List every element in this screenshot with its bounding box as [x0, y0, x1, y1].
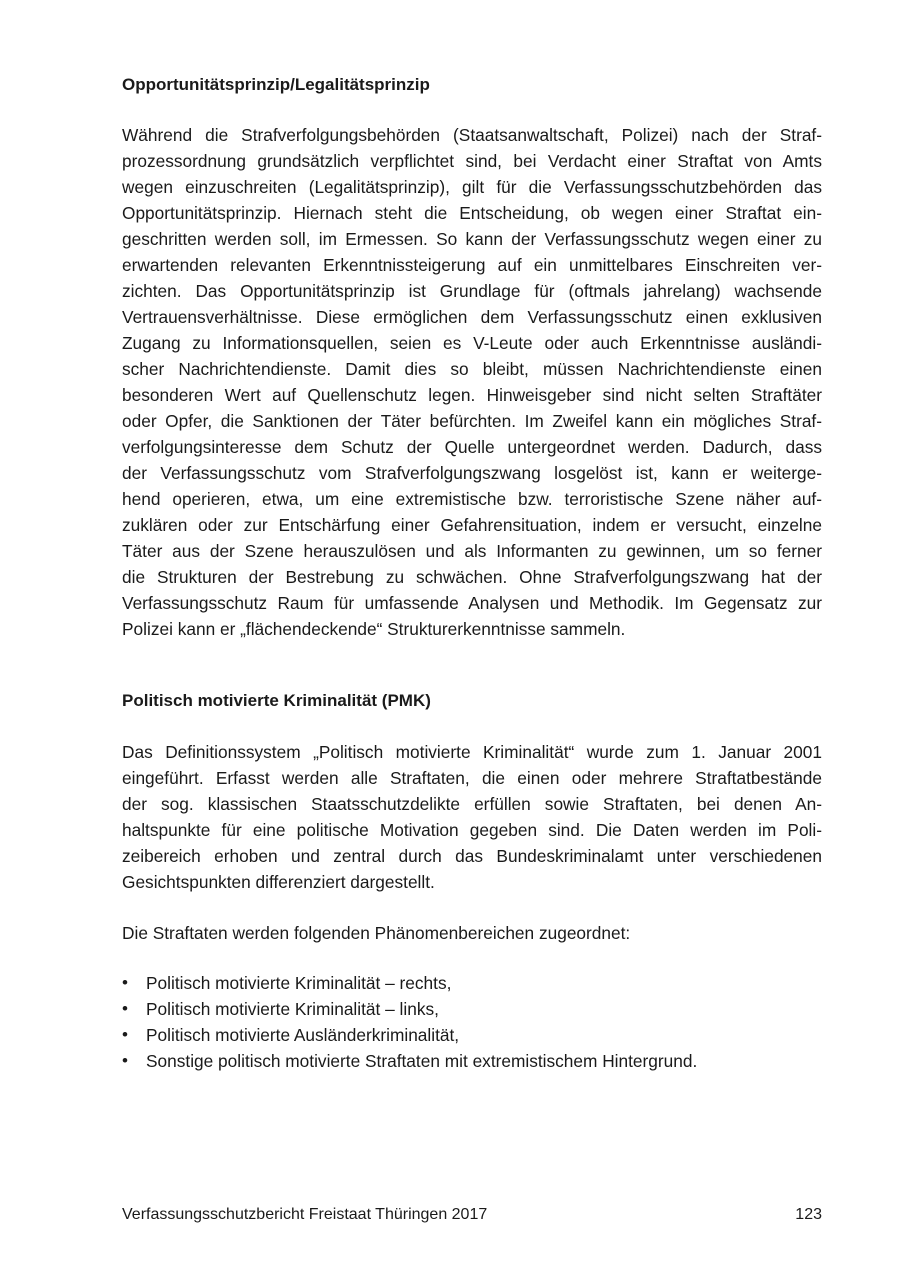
- paragraph-line: Täter aus der Szene herauszulösen und als Informanten zu gewinnen, um so ferner: [122, 541, 822, 561]
- list-item-text: Politisch motivierte Ausländerkriminalität,: [146, 1025, 460, 1045]
- bullet-icon: •: [122, 999, 128, 1018]
- paragraph-line: Zugang zu Informationsquellen, seien es V-Leute oder auch Erkenntnisse ausländi-: [122, 333, 822, 353]
- bullet-icon: •: [122, 1025, 128, 1044]
- paragraph-line: Gesichtspunkten differenziert dargestellt.: [122, 872, 435, 892]
- list-item-text: Politisch motivierte Kriminalität – links,: [146, 999, 439, 1019]
- page-footer: [122, 1203, 822, 1227]
- section2-paragraph: [122, 739, 822, 895]
- list-item: [122, 1048, 822, 1074]
- paragraph-line: zichten. Das Opportunitätsprinzip ist Grundlage für (oftmals jahrelang) wachsende: [122, 281, 822, 301]
- paragraph-line: oder Opfer, die Sanktionen der Täter befürchten. Im Zweifel kann ein mögliches Straf-: [122, 411, 822, 431]
- paragraph-line: hend operieren, etwa, um eine extremistische bzw. terroristische Szene näher auf-: [122, 489, 822, 509]
- paragraph-line: erwartenden relevanten Erkenntnissteigerung auf ein unmittelbares Einschreiten ver-: [122, 255, 822, 275]
- paragraph-line: haltspunkte für eine politische Motivation gegeben sind. Die Daten werden im Poli-: [122, 820, 822, 840]
- section-pmk: [122, 688, 822, 714]
- paragraph-line: der Verfassungsschutz vom Strafverfolgungszwang losgelöst ist, kann er weiterge-: [122, 463, 822, 483]
- paragraph-line: prozessordnung grundsätzlich verpflichtet sind, bei Verdacht einer Straftat von Amts: [122, 151, 822, 171]
- list-item-text: Sonstige politisch motivierte Straftaten mit extremistischem Hintergrund.: [146, 1051, 698, 1071]
- list-item: [122, 1022, 822, 1048]
- section-opportunitaetsprinzip: [122, 72, 822, 98]
- list-item-text: Politisch motivierte Kriminalität – rechts,: [146, 973, 452, 993]
- paragraph-line: verfolgungsinteresse dem Schutz der Quelle untergeordnet werden. Dadurch, dass: [122, 437, 822, 457]
- paragraph-line: Das Definitionssystem „Politisch motivierte Kriminalität“ wurde zum 1. Januar 2001: [122, 742, 822, 762]
- document-page: [122, 0, 822, 1276]
- paragraph-line: geschritten werden soll, im Ermessen. So kann der Verfassungsschutz wegen einer zu: [122, 229, 822, 249]
- paragraph-line: Verfassungsschutz Raum für umfassende Analysen und Methodik. Im Gegensatz zur: [122, 593, 822, 613]
- list-item: [122, 970, 822, 996]
- paragraph-line: Während die Strafverfolgungsbehörden (Staatsanwaltschaft, Polizei) nach der Straf-: [122, 125, 822, 145]
- bullet-icon: •: [122, 1051, 128, 1070]
- paragraph-line: wegen einzuschreiten (Legalitätsprinzip), gilt für die Verfassungsschutzbehörden das: [122, 177, 822, 197]
- paragraph-line: zuklären oder zur Entschärfung einer Gefahrensituation, indem er versucht, einzelne: [122, 515, 822, 535]
- intro-line: Die Straftaten werden folgenden Phänomenbereichen zugeordnet:: [122, 923, 631, 943]
- paragraph-line: der sog. klassischen Staatsschutzdelikte erfüllen sowie Straftaten, bei denen An-: [122, 794, 822, 814]
- phenomenon-list: [122, 970, 822, 1074]
- section1-paragraph: [122, 122, 822, 642]
- section-heading: Opportunitätsprinzip/Legalitätsprinzip: [122, 75, 430, 94]
- list-item: [122, 996, 822, 1022]
- footer-title: Verfassungsschutzbericht Freistaat Thüringen 2017: [122, 1206, 488, 1223]
- section2-intro: [122, 920, 822, 946]
- section-heading: Politisch motivierte Kriminalität (PMK): [122, 691, 431, 710]
- bullet-icon: •: [122, 973, 128, 992]
- paragraph-line: Polizei kann er „flächendeckende“ Strukturerkenntnisse sammeln.: [122, 619, 626, 639]
- paragraph-line: Vertrauensverhältnisse. Diese ermöglichen dem Verfassungsschutz einen exklusiven: [122, 307, 822, 327]
- page-number: 123: [795, 1206, 822, 1223]
- paragraph-line: Opportunitätsprinzip. Hiernach steht die Entscheidung, ob wegen einer Straftat ein-: [122, 203, 822, 223]
- paragraph-line: besonderen Wert auf Quellenschutz legen. Hinweisgeber sind nicht selten Straftäter: [122, 385, 822, 405]
- paragraph-line: die Strukturen der Bestrebung zu schwächen. Ohne Strafverfolgungszwang hat der: [122, 567, 822, 587]
- paragraph-line: scher Nachrichtendienste. Damit dies so bleibt, müssen Nachrichtendienste einen: [122, 359, 822, 379]
- paragraph-line: zeibereich erhoben und zentral durch das Bundeskriminalamt unter verschiedenen: [122, 846, 822, 866]
- paragraph-line: eingeführt. Erfasst werden alle Straftaten, die einen oder mehrere Straftatbestände: [122, 768, 822, 788]
